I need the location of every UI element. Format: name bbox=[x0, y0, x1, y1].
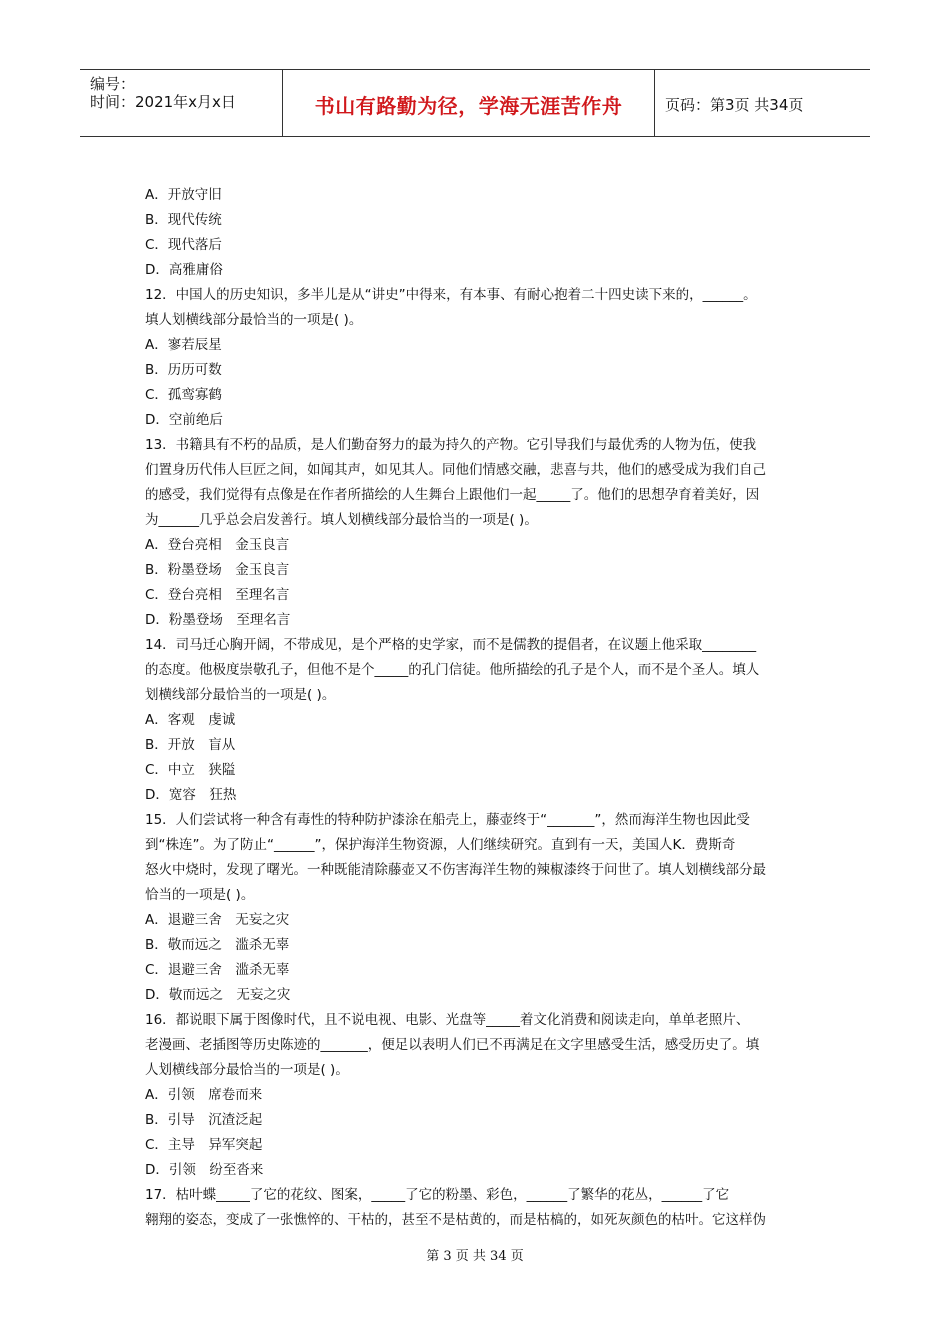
text-line: B．历历可数 bbox=[145, 362, 222, 378]
text-line: 的态度。他极度崇敬孔子，但他不是个_____的孔门信徒。他所描绘的孔子是个人，而不是个圣人。填人 bbox=[145, 662, 760, 678]
text-line: 翱翔的姿态，变成了一张憔悴的、干枯的，甚至不是枯黄的，而是枯槁的，如死灰颜色的枯叶。它这样伪 bbox=[145, 1212, 766, 1228]
number-label: 编号： bbox=[90, 75, 136, 93]
text-line: 的感受，我们觉得有点像是在作者所描绘的人生舞台上跟他们一起_____了。他们的思想孕育着美好，因 bbox=[145, 487, 760, 503]
text-line: C．孤鸾寡鹤 bbox=[145, 387, 222, 403]
text-line: D．引领 纷至沓来 bbox=[145, 1162, 264, 1178]
text-line: B．敬而远之 滥杀无辜 bbox=[145, 937, 290, 953]
text-line: A．开放守旧 bbox=[145, 187, 222, 203]
text-line: B．粉墨登场 金玉良言 bbox=[145, 562, 290, 578]
text-line: 人划横线部分最恰当的一项是( )。 bbox=[145, 1062, 349, 1078]
text-line: D．宽容 狂热 bbox=[145, 787, 237, 803]
text-line: 13．书籍具有不朽的品质，是人们勤奋努力的最为持久的产物。它引导我们与最优秀的人物为伍，使我 bbox=[145, 437, 757, 453]
text-line: A．退避三舍 无妄之灾 bbox=[145, 912, 290, 928]
header-right-cell bbox=[655, 70, 870, 136]
header-page-info: 页码：第3页 共34页 bbox=[665, 96, 804, 114]
text-line: 14．司马迁心胸开阔，不带成见，是个严格的史学家，而不是儒教的提倡者，在议题上他采取________ bbox=[145, 637, 757, 653]
text-line: B．开放 盲从 bbox=[145, 737, 236, 753]
text-line: 17．枯叶蝶_____了它的花纹、图案，_____了它的粉墨、彩色，______了繁华的花丛，______了它 bbox=[145, 1187, 730, 1203]
text-line: C．主导 异军突起 bbox=[145, 1137, 263, 1153]
text-line: 划横线部分最恰当的一项是( )。 bbox=[145, 687, 336, 703]
text-line: 怒火中烧时，发现了曙光。一种既能清除藤壶又不伤害海洋生物的辣椒漆终于问世了。填人划横线部分最 bbox=[145, 862, 766, 878]
text-line: A．客观 虔诚 bbox=[145, 712, 236, 728]
text-line: A．引领 席卷而来 bbox=[145, 1087, 263, 1103]
text-line: C．中立 狭隘 bbox=[145, 762, 236, 778]
text-line: 们置身历代伟人巨匠之间，如闻其声，如见其人。同他们情感交融，悲喜与共，他们的感受成为我们自己 bbox=[145, 462, 766, 478]
text-line: C．退避三舍 滥杀无辜 bbox=[145, 962, 290, 978]
text-line: B．现代传统 bbox=[145, 212, 222, 228]
text-line: A．寥若辰星 bbox=[145, 337, 222, 353]
text-line: 填人划横线部分最恰当的一项是( )。 bbox=[145, 312, 363, 328]
text-line: C．登台亮相 至理名言 bbox=[145, 587, 290, 603]
text-line: 到“株连”。为了防止“______”，保护海洋生物资源，人们继续研究。直到有一天，美国人K．费斯奇 bbox=[145, 837, 736, 853]
text-line: D．粉墨登场 至理名言 bbox=[145, 612, 291, 628]
text-line: 15．人们尝试将一种含有毒性的特种防护漆涂在船壳上，藤壶终于“_______”，然而海洋生物也因此受 bbox=[145, 812, 750, 828]
header-motto: 书山有路勤为径，学海无涯苦作舟 bbox=[314, 94, 623, 118]
text-line: D．空前绝后 bbox=[145, 412, 223, 428]
header-left-cell bbox=[80, 70, 283, 136]
page-header bbox=[80, 69, 870, 137]
text-line: 恰当的一项是( )。 bbox=[145, 887, 255, 903]
page-footer: 第 3 页 共 34 页 bbox=[426, 1249, 524, 1264]
text-line: C．现代落后 bbox=[145, 237, 222, 253]
text-line: D．敬而远之 无妄之灾 bbox=[145, 987, 291, 1003]
header-motto-cell bbox=[283, 70, 655, 136]
text-line: A．登台亮相 金玉良言 bbox=[145, 537, 290, 553]
text-line: 为______几乎总会启发善行。填人划横线部分最恰当的一项是( )。 bbox=[145, 512, 538, 528]
document-body bbox=[145, 183, 815, 1233]
text-line: 12．中国人的历史知识，多半儿是从“讲史”中得来，有本事、有耐心抱着二十四史读下来的，______。 bbox=[145, 287, 757, 303]
text-line: 老漫画、老插图等历史陈迹的_______，便足以表明人们已不再满足在文字里感受生活，感受历史了。填 bbox=[145, 1037, 760, 1053]
date-label: 时间：2021年x月x日 bbox=[90, 93, 236, 111]
text-line: D．高雅庸俗 bbox=[145, 262, 223, 278]
text-line: 16．都说眼下属于图像时代，且不说电视、电影、光盘等_____着文化消费和阅读走向，单单老照片、 bbox=[145, 1012, 750, 1028]
text-line: B．引导 沉渣泛起 bbox=[145, 1112, 263, 1128]
